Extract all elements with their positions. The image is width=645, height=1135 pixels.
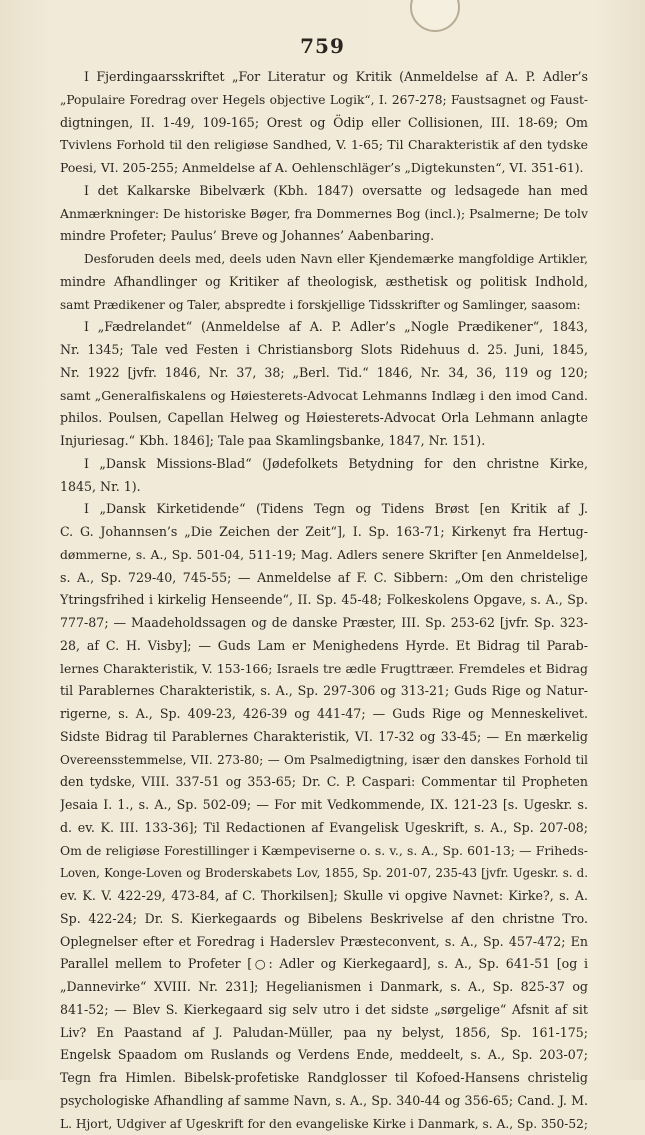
- text-line: C. G. Johannsen’s „Die Zeichen der Zeit“], I. Sp. 163-71; Kirkenyt fra Hertug-: [60, 521, 588, 544]
- text-line: digtningen, II. 1-49, 109-165; Orest og Ödip eller Collisionen, III. 18-69; Om: [60, 112, 588, 135]
- text-line: 841-52; — Blev S. Kierkegaard sig selv utro i det sidste „sørgelige“ Afsnit af sit: [60, 999, 588, 1022]
- text-line: L. Hjort, Udgiver af Ugeskrift for den evangeliske Kirke i Danmark, s. A., Sp. 350-52;: [60, 1113, 588, 1135]
- text-line: til Parablernes Charakteristik, s. A., Sp. 297-306 og 313-21; Guds Rige og Natur-: [60, 680, 588, 703]
- text-line: den tydske, VIII. 337-51 og 353-65; Dr. C. P. Caspari: Commentar til Propheten: [60, 771, 588, 794]
- text-line: Injuriesag.“ Kbh. 1846]; Tale paa Skamlingsbanke, 1847, Nr. 151).: [60, 430, 588, 453]
- text-line: 777-87; — Maadeholdssagen og de danske Præster, III. Sp. 253-62 [jvfr. Sp. 323-: [60, 612, 588, 635]
- text-body: [60, 66, 588, 1135]
- text-line: samt „Generalfiskalens og Høiesterets-Advocat Lehmanns Indlæg i den imod Cand.: [60, 385, 588, 408]
- text-line: philos. Poulsen, Capellan Helweg og Høiesterets-Advocat Orla Lehmann anlagte: [60, 407, 588, 430]
- text-line: d. ev. K. III. 133-36]; Til Redactionen af Evangelisk Ugeskrift, s. A., Sp. 207-08;: [60, 817, 588, 840]
- text-line: 1845, Nr. 1).: [60, 476, 588, 499]
- text-line: Engelsk Spaadom om Ruslands og Verdens Ende, meddeelt, s. A., Sp. 203-07;: [60, 1044, 588, 1067]
- text-line: psychologiske Afhandling af samme Navn, s. A., Sp. 340-44 og 356-65; Cand. J. M.: [60, 1090, 588, 1113]
- text-line: Om de religiøse Forestillinger i Kæmpeviserne o. s. v., s. A., Sp. 601-13; — Friheds-: [60, 840, 588, 863]
- text-line: Jesaia I. 1., s. A., Sp. 502-09; — For mit Vedkommende, IX. 121-23 [s. Ugeskr. s.: [60, 794, 588, 817]
- binding-hole: [410, 0, 460, 32]
- text-line: Parallel mellem to Profeter [○: Adler og Kierkegaard], s. A., Sp. 641-51 [og i: [60, 953, 588, 976]
- text-line: s. A., Sp. 729-40, 745-55; — Anmeldelse af F. C. Sibbern: „Om den christelige: [60, 567, 588, 590]
- text-line: Oplegnelser efter et Foredrag i Haderslev Præsteconvent, s. A., Sp. 457-472; En: [60, 931, 588, 954]
- text-line: I „Dansk Kirketidende“ (Tidens Tegn og Tidens Brøst [en Kritik af J.: [60, 498, 588, 521]
- text-line: Sidste Bidrag til Parablernes Charakteristik, VI. 17-32 og 33-45; — En mærkelig: [60, 726, 588, 749]
- text-line: Poesi, VI. 205-255; Anmeldelse af A. Oehlenschläger’s „Digtekunsten“, VI. 351-61).: [60, 157, 588, 180]
- text-line: I det Kalkarske Bibelværk (Kbh. 1847) oversatte og ledsagede han med: [60, 180, 588, 203]
- text-line: mindre Afhandlinger og Kritiker af theologisk, æsthetisk og politisk Indhold,: [60, 271, 588, 294]
- text-line: rigerne, s. A., Sp. 409-23, 426-39 og 441-47; — Guds Rige og Menneskelivet.: [60, 703, 588, 726]
- text-line: I „Dansk Missions-Blad“ (Jødefolkets Betydning for den christne Kirke,: [60, 453, 588, 476]
- text-line: Desforuden deels med, deels uden Navn eller Kjendemærke mangfoldige Artikler,: [60, 248, 588, 271]
- text-line: 28, af C. H. Visby]; — Guds Lam er Menighedens Hyrde. Et Bidrag til Parab-: [60, 635, 588, 658]
- text-line: Liv? En Paastand af J. Paludan-Müller, paa ny belyst, 1856, Sp. 161-175;: [60, 1022, 588, 1045]
- text-line: samt Prædikener og Taler, abspredte i forskjellige Tidsskrifter og Samlinger, saasom:: [60, 294, 588, 317]
- text-line: Ytringsfrihed i kirkelig Henseende“, II. Sp. 45-48; Folkeskolens Opgave, s. A., Sp.: [60, 589, 588, 612]
- text-line: Tvivlens Forhold til den religiøse Sandhed, V. 1-65; Til Charakteristik af den tydske: [60, 134, 588, 157]
- text-line: Tegn fra Himlen. Bibelsk-profetiske Randglosser til Kofoed-Hansens christelig: [60, 1067, 588, 1090]
- text-line: I „Fædrelandet“ (Anmeldelse af A. P. Adler’s „Nogle Prædikener“, 1843,: [60, 316, 588, 339]
- text-line: Overeensstemmelse, VII. 273-80; — Om Psalmedigtning, især den danskes Forhold til: [60, 749, 588, 772]
- text-line: Loven, Konge-Loven og Broderskabets Lov, 1855, Sp. 201-07, 235-43 [jvfr. Ugeskr. s. d.: [60, 862, 588, 885]
- text-line: ev. K. V. 422-29, 473-84, af C. Thorkilsen]; Skulle vi opgive Navnet: Kirke?, s. A.: [60, 885, 588, 908]
- text-line: Nr. 1345; Tale ved Festen i Christiansborg Slots Ridehuus d. 25. Juni, 1845,: [60, 339, 588, 362]
- text-line: „Populaire Foredrag over Hegels objective Logik“, I. 267-278; Faustsagnet og Faust-: [60, 89, 588, 112]
- text-line: Nr. 1922 [jvfr. 1846, Nr. 37, 38; „Berl. Tid.“ 1846, Nr. 34, 36, 119 og 120;: [60, 362, 588, 385]
- text-line: dømmerne, s. A., Sp. 501-04, 511-19; Mag. Adlers senere Skrifter [en Anmeldelse],: [60, 544, 588, 567]
- text-line: I Fjerdingaarsskriftet „For Literatur og Kritik (Anmeldelse af A. P. Adler’s: [60, 66, 588, 89]
- text-line: Anmærkninger: De historiske Bøger, fra Dommernes Bog (incl.); Psalmerne; De tolv: [60, 203, 588, 226]
- text-line: mindre Profeter; Paulus’ Breve og Johannes’ Aabenbaring.: [60, 225, 588, 248]
- text-line: „Dannevirke“ XVIII. Nr. 231]; Hegelianismen i Danmark, s. A., Sp. 825-37 og: [60, 976, 588, 999]
- page-number: 759: [0, 34, 645, 58]
- text-line: lernes Charakteristik, V. 153-166; Israels tre ædle Frugttræer. Fremdeles et Bidrag: [60, 658, 588, 681]
- text-line: Sp. 422-24; Dr. S. Kierkegaards og Bibelens Beskrivelse af den christne Tro.: [60, 908, 588, 931]
